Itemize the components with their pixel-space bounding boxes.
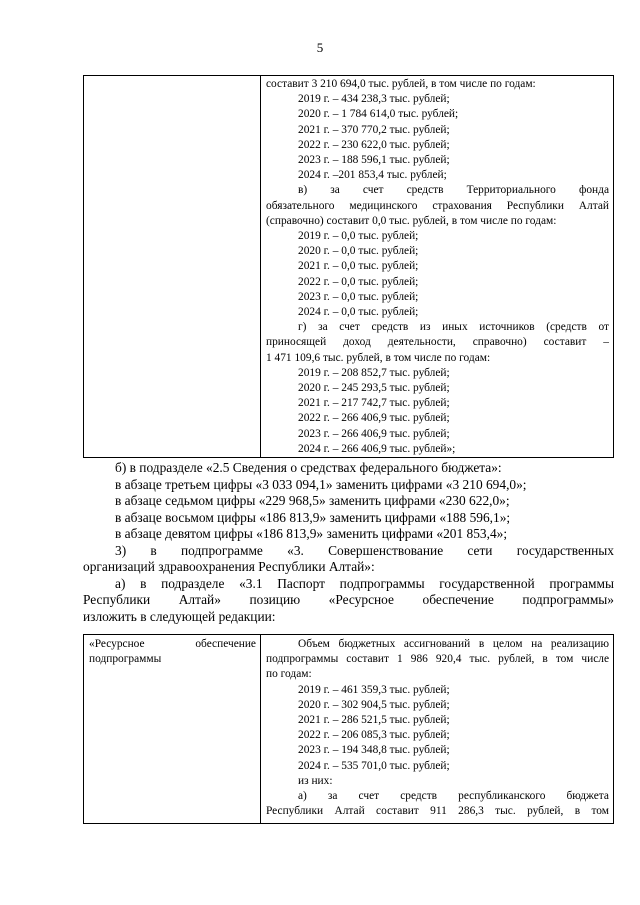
page-number: 5 xyxy=(316,40,324,55)
table2-caption-line: подпрограммы xyxy=(89,653,162,666)
table1-line: 2021 г. – 0,0 тыс. рублей; xyxy=(298,260,419,273)
resource-provision-table xyxy=(83,634,614,824)
table2-line: а) за счет средств республиканского бюджета xyxy=(298,790,609,803)
body-paragraph: в абзаце восьмом цифры «186 813,9» заменить цифрами «188 596,1»; xyxy=(115,509,511,525)
table2-line: 2019 г. – 461 359,3 тыс. рублей; xyxy=(298,683,450,696)
table1-line: 2024 г. – 266 406,9 тыс. рублей»; xyxy=(298,442,456,455)
table2-line: 2023 г. – 194 348,8 тыс. рублей; xyxy=(298,744,450,757)
body-paragraph: в абзаце третьем цифры «3 033 094,1» заменить цифрами «3 210 694,0»; xyxy=(115,476,527,492)
table1-line: г) за счет средств из иных источников (средств от xyxy=(298,321,609,334)
table1-line: 2019 г. – 0,0 тыс. рублей; xyxy=(298,230,419,243)
table1-funding-cell xyxy=(261,76,614,458)
table2-caption-line: «Ресурсное обеспечение xyxy=(89,638,256,650)
table1-empty-cell xyxy=(84,76,261,458)
table2-line: 2024 г. – 535 701,0 тыс. рублей; xyxy=(298,759,450,772)
table1-line: обязательного медицинского страхования Республики Алтай xyxy=(266,199,609,212)
table1-line: 2019 г. – 208 852,7 тыс. рублей; xyxy=(298,366,450,379)
body-paragraph: Республики Алтай» позицию «Ресурсное обеспечение подпрограммы» xyxy=(83,592,614,607)
funding-table-continued xyxy=(83,75,614,458)
table1-line: 2024 г. –201 853,4 тыс. рублей; xyxy=(298,169,447,182)
table1-line: составит 3 210 694,0 тыс. рублей, в том числе по годам: xyxy=(266,78,536,90)
table1-line: 2020 г. – 1 784 614,0 тыс. рублей; xyxy=(298,108,459,121)
table1-line: 2023 г. – 0,0 тыс. рублей; xyxy=(298,290,419,303)
table1-line: 1 471 109,6 тыс. рублей, в том числе по годам: xyxy=(266,351,491,364)
body-paragraph: изложить в следующей редакции: xyxy=(83,608,276,624)
table1-line: 2023 г. – 188 596,1 тыс. рублей; xyxy=(298,154,450,167)
table2-line: Объем бюджетных ассигнований в целом на реализацию xyxy=(298,638,609,650)
table1-line: 2023 г. – 266 406,9 тыс. рублей; xyxy=(298,427,450,440)
table2-funding-cell xyxy=(261,635,614,824)
body-paragraph: организаций здравоохранения Республики Алтай»: xyxy=(83,559,375,574)
body-paragraph: 3) в подпрограмме «3. Совершенствование сети государственных xyxy=(115,542,614,558)
body-paragraph: а) в подразделе «3.1 Паспорт подпрограммы государственной программы xyxy=(115,575,614,591)
table2-line: Республики Алтай составит 911 286,3 тыс. рублей, в том xyxy=(266,805,609,818)
table2-caption-cell xyxy=(84,635,261,824)
table2-line: подпрограммы составит 1 986 920,4 тыс. рублей, в том числе xyxy=(266,653,609,666)
table1-line: приносящей доход деятельности, справочно) составит – xyxy=(266,336,609,349)
amendments-text xyxy=(83,460,614,625)
table2-line: по годам: xyxy=(266,668,312,681)
body-paragraph: в абзаце седьмом цифры «229 968,5» заменить цифрами «230 622,0»; xyxy=(115,493,510,508)
table1-line: 2022 г. – 0,0 тыс. рублей; xyxy=(298,275,419,288)
body-paragraph: в абзаце девятом цифры «186 813,9» заменить цифрами «201 853,4»; xyxy=(115,526,508,541)
table2-line: из них: xyxy=(298,774,333,787)
table1-line: в) за счет средств Территориального фонда xyxy=(298,184,609,197)
table1-line: 2022 г. – 266 406,9 тыс. рублей; xyxy=(298,412,450,425)
table1-line: 2020 г. – 245 293,5 тыс. рублей; xyxy=(298,382,450,395)
table2-line: 2020 г. – 302 904,5 тыс. рублей; xyxy=(298,698,450,711)
table1-line: 2021 г. – 217 742,7 тыс. рублей; xyxy=(298,397,450,410)
body-paragraph: б) в подразделе «2.5 Сведения о средствах федерального бюджета»: xyxy=(115,460,502,475)
table2-line: 2022 г. – 206 085,3 тыс. рублей; xyxy=(298,729,450,742)
table1-line: (справочно) составит 0,0 тыс. рублей, в том числе по годам: xyxy=(266,214,557,227)
table1-line: 2021 г. – 370 770,2 тыс. рублей; xyxy=(298,123,450,136)
table1-line: 2020 г. – 0,0 тыс. рублей; xyxy=(298,245,419,258)
table1-line: 2022 г. – 230 622,0 тыс. рублей; xyxy=(298,138,450,151)
table1-line: 2019 г. – 434 238,3 тыс. рублей; xyxy=(298,93,450,106)
table2-line: 2021 г. – 286 521,5 тыс. рублей; xyxy=(298,714,450,727)
table1-line: 2024 г. – 0,0 тыс. рублей; xyxy=(298,306,419,319)
